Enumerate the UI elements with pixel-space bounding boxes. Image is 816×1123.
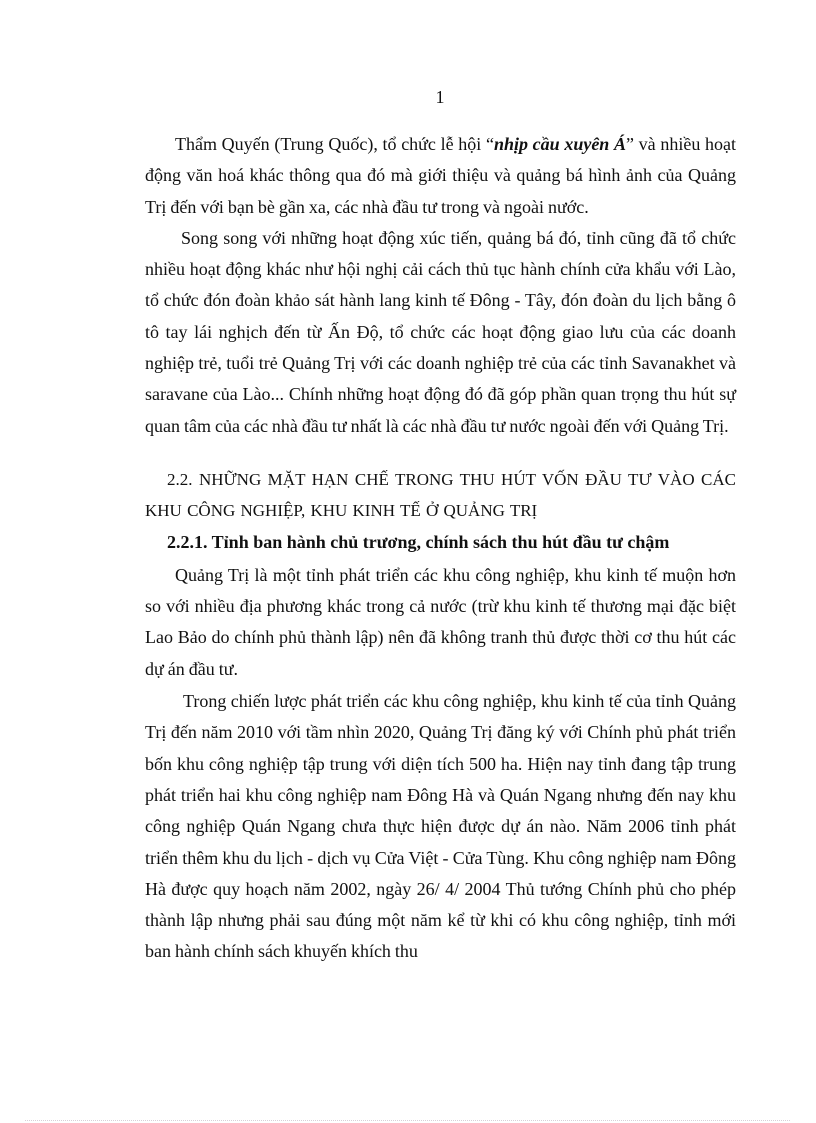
subsection-heading: 2.2.1. Tỉnh ban hành chủ trương, chính sách thu hút đầu tư chậm	[167, 531, 670, 552]
paragraph-festival-text-after: ” và nhiều hoạt động văn hoá khác thông qua đó mà giới thiệu và quảng bá hình ảnh của Quảng Trị đến với bạn bè gần xa, các nhà đầu tư trong và ngoài nước.	[145, 134, 736, 217]
paragraph-festival-text-before: Thẩm Quyến (Trung Quốc), tổ chức lễ hội “	[175, 134, 494, 154]
festival-name-emphasis: nhịp cầu xuyên Á	[493, 134, 626, 154]
paragraph-late-development: Quảng Trị là một tỉnh phát triển các khu công nghiệp, khu kinh tế muộn hơn so với nhiều địa phương khác trong cả nước (trừ khu kinh tế thương mại đặc biệt Lao Bảo do chính phủ thành lập) nên đã không tranh thủ được thời cơ thu hút các dự án đầu tư.	[145, 564, 736, 679]
page-bottom-rule	[25, 1120, 790, 1121]
section-heading: 2.2. NHỮNG MẶT HẠN CHẾ TRONG THU HÚT VỐN ĐẦU TƯ VÀO CÁC KHU CÔNG NGHIỆP, KHU KINH TẾ Ở QUẢNG TRỊ	[145, 469, 736, 521]
paragraph-promotion-activities: Song song với những hoạt động xúc tiến, quảng bá đó, tỉnh cũng đã tổ chức nhiều hoạt động khác như hội nghị cải cách thủ tục hành chính cửa khẩu với Lào, tổ chức đón đoàn khảo sát hành lang kinh tế Đông - Tây, đón đoàn du lịch bằng ô tô tay lái nghịch đến từ Ấn Độ, tổ chức các hoạt động giao lưu của các doanh nghiệp trẻ, tuổi trẻ Quảng Trị với các doanh nghiệp trẻ của các tỉnh Savanakhet và saravane của Lào... Chính những hoạt động đó đã góp phần quan trọng thu hút sự quan tâm của các nhà đầu tư nhất là các nhà đầu tư nước ngoài đến với Quảng Trị.	[145, 227, 736, 436]
document-body	[145, 129, 736, 968]
page-number: 1	[435, 87, 445, 107]
paragraph-festival	[145, 129, 736, 223]
paragraph-development-strategy: Trong chiến lược phát triển các khu công nghiệp, khu kinh tế của tỉnh Quảng Trị đến năm 2010 với tầm nhìn 2020, Quảng Trị đăng ký với Chính phủ phát triển bốn khu công nghiệp tập trung với diện tích 500 ha. Hiện nay tỉnh đang tập trung phát triển hai khu công nghiệp nam Đông Hà và Quán Ngang nhưng đến nay khu công nghiệp Quán Ngang chưa thực hiện được dự án nào. Năm 2006 tỉnh phát triển thêm khu du lịch - dịch vụ Cửa Việt - Cửa Tùng. Khu công nghiệp nam Đông Hà được quy hoạch năm 2002, ngày 26/ 4/ 2004 Thủ tướng Chính phủ cho phép thành lập nhưng phải sau đúng một năm kể từ khi có khu công nghiệp, tỉnh mới ban hành chính sách khuyến khích thu	[145, 691, 736, 962]
